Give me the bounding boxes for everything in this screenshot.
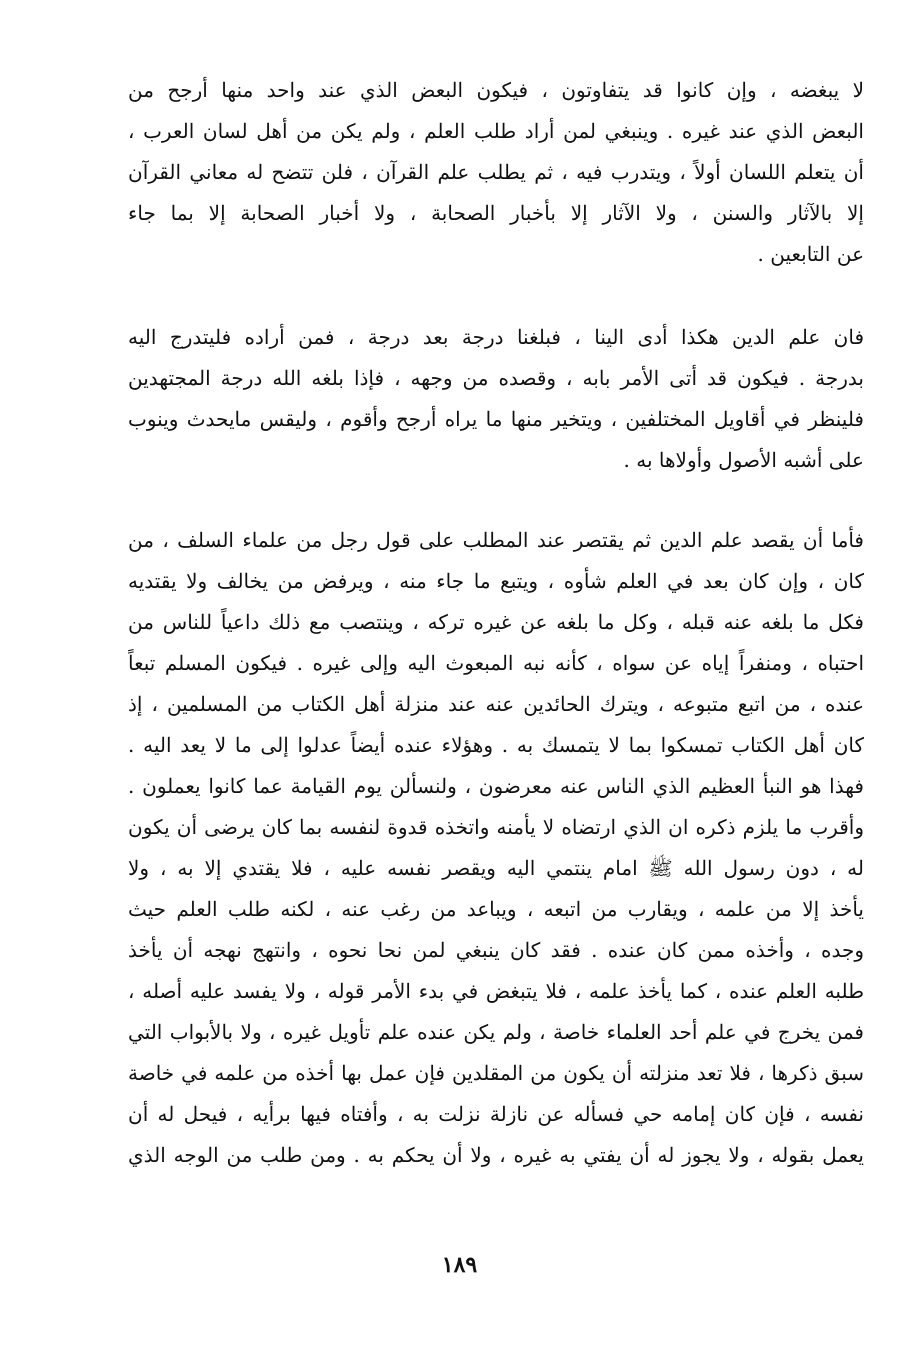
text-line: أن يتعلم اللسان أولاً ، ويتدرب فيه ، ثم يطلب علم القرآن ، فلن تتضح له معاني القرآن <box>128 160 864 184</box>
text-line: يعمل بقوله ، ولا يجوز له أن يفتي به غيره ، ولا أن يحكم به . ومن طلب من الوجه الذي <box>128 1143 864 1167</box>
text-line: نفسه ، فإن كان إمامه حي فسأله عن نازلة نزلت به ، وأفتاه فيها برأيه ، فيحل له أن <box>128 1102 864 1126</box>
paragraph-1 <box>128 70 864 275</box>
text-line: له ، دون رسول الله ﷺ امام ينتمي اليه ويقصر نفسه عليه ، فلا يقتدي إلا به ، ولا <box>128 856 864 880</box>
text-line: لا يبغضه ، وإن كانوا قد يتفاوتون ، فيكون البعض الذي عند واحد منها أرجح من <box>128 78 864 102</box>
page-number: ١٨٩ <box>441 1252 478 1278</box>
text-line: فان علم الدين هكذا أدى الينا ، فبلغنا درجة بعد درجة ، فمن أراده فليتدرج اليه <box>128 325 864 349</box>
text-line: بدرجة . فيكون قد أتى الأمر بابه ، وقصده من وجهه ، فإذا بلغه الله درجة المجتهدين <box>128 366 864 390</box>
text-line: فكل ما بلغه عنه قبله ، وكل ما بلغه عن غيره تركه ، وينتصب مع ذلك داعياً للناس من <box>128 610 864 634</box>
paragraph-2 <box>128 317 864 481</box>
text-line: سبق ذكرها ، فلا تعد منزلته أن يكون من المقلدين فإن عمل بها أخذه من علمه في خاصة <box>128 1061 864 1085</box>
text-line: إلا بالآثار والسنن ، ولا الآثار إلا بأخبار الصحابة ، ولا أخبار الصحابة إلا بما جاء <box>128 201 864 225</box>
text-line: عن التابعين . <box>757 242 864 266</box>
text-line: كان أهل الكتاب تمسكوا بما لا يتمسك به . وهؤلاء عنده أيضاً عدلوا إلى ما لا يعد اليه . <box>128 733 864 757</box>
text-line: كان ، وإن كان بعد في العلم شأوه ، ويتبع ما جاء منه ، ويرفض من يخالف ولا يقتديه <box>128 569 864 593</box>
text-line: على أشبه الأصول وأولاها به . <box>623 448 864 472</box>
text-line: احتباه ، ومنفراً إياه عن سواه ، كأنه نبه المبعوث اليه وإلى غيره . فيكون المسلم تبعاً <box>128 651 864 675</box>
paragraph-3 <box>128 520 864 1176</box>
text-line: فلينظر في أقاويل المختلفين ، ويتخير منها ما يراه أرجح وأقوم ، وليقس مايحدث وينوب <box>128 407 864 431</box>
text-line: طلبه العلم عنده ، كما يأخذ علمه ، فلا يتبغض في بدء الأمر قوله ، ولا يفسد عليه أصله ، <box>128 979 864 1003</box>
text-line: يأخذ إلا من علمه ، ويقارب من اتبعه ، ويباعد من رغب عنه ، لكنه طلب العلم حيث <box>128 897 864 921</box>
text-line: وجده ، وأخذه ممن كان عنده . فقد كان ينبغي لمن نحا نحوه ، وانتهج نهجه أن يأخذ <box>128 938 864 962</box>
text-line: وأقرب ما يلزم ذكره ان الذي ارتضاه لا يأمنه واتخذه قدوة لنفسه بما كان يرضى أن يكون <box>128 815 864 839</box>
text-line: البعض الذي عند غيره . وينبغي لمن أراد طلب العلم ، ولم يكن من أهل لسان العرب ، <box>128 119 864 143</box>
text-line: عنده ، من اتبع متبوعه ، ويترك الحائدين عنه عند منزلة أهل الكتاب من المسلمين ، إذ <box>128 692 864 716</box>
text-line: فهذا هو النبأ العظيم الذي الناس عنه معرضون ، ولنسألن يوم القيامة عما كانوا يعملون . <box>128 774 864 798</box>
text-line: فأما أن يقصد علم الدين ثم يقتصر عند المطلب على قول رجل من علماء السلف ، من <box>128 528 864 552</box>
text-line: فمن يخرج في علم أحد العلماء خاصة ، ولم يكن عنده علم تأويل غيره ، ولا بالأبواب التي <box>128 1020 864 1044</box>
